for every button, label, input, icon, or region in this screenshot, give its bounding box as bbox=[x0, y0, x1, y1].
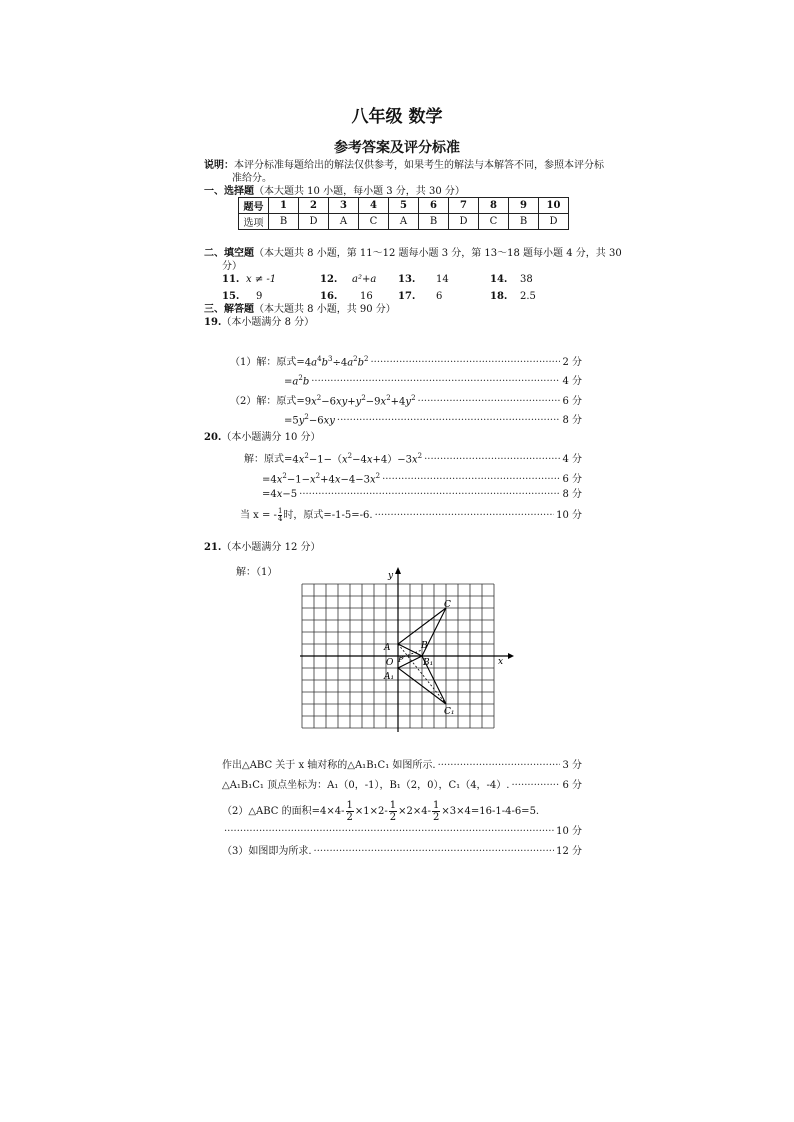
note-text-2: 准给分。 bbox=[232, 173, 272, 184]
q20-l3-expr: =4x−5 bbox=[262, 489, 298, 500]
table-cell: A bbox=[329, 214, 359, 230]
section1-info: （本大题共 10 小题，每小题 3 分，共 30 分） bbox=[254, 186, 465, 197]
table-cell: 3 bbox=[329, 198, 359, 214]
blank-num-11: 11. bbox=[222, 274, 240, 285]
y-axis-arrow-icon bbox=[395, 567, 401, 574]
table-cell: 2 bbox=[299, 198, 329, 214]
label-b1: B₁ bbox=[423, 658, 434, 668]
q20-line-4 bbox=[240, 508, 582, 523]
q21-l3-mid1: ×1×2- bbox=[354, 805, 388, 817]
blank-ans-14: 38 bbox=[520, 274, 533, 285]
blank-num-14: 14. bbox=[490, 274, 508, 285]
q19-l2-expr: $=a^2b$ bbox=[284, 374, 310, 388]
label-b: B bbox=[421, 641, 428, 651]
q19-line-3 bbox=[230, 392, 582, 408]
table-cell: 6 bbox=[419, 198, 449, 214]
blank-num-16: 16. bbox=[320, 291, 338, 302]
table-cell: C bbox=[479, 214, 509, 230]
page-subtitle: 参考答案及评分标准 bbox=[334, 140, 460, 156]
blank-ans-17: 6 bbox=[436, 291, 443, 302]
q21-line-5 bbox=[222, 846, 582, 858]
q19-l3-score: 6 分 bbox=[562, 396, 582, 408]
table-cell: 9 bbox=[509, 198, 539, 214]
coordinate-grid-figure bbox=[296, 564, 518, 736]
blank-ans-11: x ≠ -1 bbox=[246, 274, 277, 285]
q19-line-4 bbox=[284, 411, 582, 427]
leader-dots bbox=[314, 846, 555, 858]
q19-line-2 bbox=[284, 372, 582, 388]
answer-table-row-numbers bbox=[239, 198, 569, 214]
q19-l1-expr: $4a^4b^3\div 4a^2b^2$ bbox=[304, 355, 369, 369]
q20-line-3 bbox=[262, 489, 582, 501]
table-cell: 7 bbox=[449, 198, 479, 214]
blank-ans-18: 2.5 bbox=[520, 291, 536, 302]
q20-l4-score: 10 分 bbox=[556, 509, 582, 521]
table-cell: C bbox=[359, 214, 389, 230]
section1-title: 一、选择题 bbox=[204, 186, 254, 197]
section3-heading bbox=[204, 304, 396, 316]
q21-l5-score: 12 分 bbox=[556, 846, 582, 857]
section2-title: 二、填空题 bbox=[204, 248, 254, 259]
blank-num-18: 18. bbox=[490, 291, 508, 302]
q21-l2-score: 6 分 bbox=[562, 780, 582, 791]
q21-l2-text: △A₁B₁C₁ 顶点坐标为：A₁（0，-1），B₁（2，0），C₁（4，-4）. bbox=[222, 780, 510, 791]
table-cell: B bbox=[509, 214, 539, 230]
blank-num-12: 12. bbox=[320, 274, 338, 285]
table-cell: 8 bbox=[479, 198, 509, 214]
blank-ans-15: 9 bbox=[256, 291, 263, 302]
q20-l1-score: 4 分 bbox=[562, 454, 582, 466]
q19-number: 19. bbox=[204, 317, 222, 328]
q21-half-3 bbox=[432, 800, 440, 823]
note-text-1: 本评分标准每题给出的解法仅供参考，如果考生的解法与本解答不同，参照本评分标 bbox=[234, 160, 604, 171]
fraction-denominator: 2 bbox=[346, 812, 353, 823]
fraction-numerator: 1 bbox=[277, 507, 283, 515]
q19-l3-prefix: （2）解：原式= bbox=[230, 396, 305, 408]
note-label: 说明： bbox=[204, 160, 234, 171]
fraction-denominator: 2 bbox=[433, 812, 440, 823]
q20-l1-prefix: 解：原式= bbox=[244, 454, 293, 466]
q21-l3-mid2: ×2×4- bbox=[398, 805, 431, 817]
leader-dots bbox=[337, 415, 561, 427]
q19-l3-expr: $9x^2-6xy+y^2-9x^2+4y^2$ bbox=[304, 394, 416, 408]
q21-half-1 bbox=[346, 800, 354, 823]
q21-l5-text: （3）如图即为所求. bbox=[222, 846, 312, 857]
section3-info: （本大题共 8 小题，共 90 分） bbox=[254, 304, 396, 315]
q20-l3-score: 8 分 bbox=[562, 489, 582, 500]
q19-l2-score: 4 分 bbox=[562, 376, 582, 388]
leader-dots bbox=[424, 454, 560, 466]
q21-part1-label: 解：（1） bbox=[236, 567, 278, 578]
leader-dots bbox=[418, 396, 561, 408]
label-c: C bbox=[444, 600, 451, 610]
q21-line-4 bbox=[222, 826, 582, 838]
table-cell: B bbox=[419, 214, 449, 230]
blank-ans-12: a²+a bbox=[352, 274, 377, 285]
label-a: A bbox=[384, 643, 391, 653]
note-line-1 bbox=[204, 160, 604, 172]
q19-heading bbox=[204, 317, 314, 329]
q19-info: （本小题满分 8 分） bbox=[221, 317, 315, 328]
q21-l4-score: 10 分 bbox=[556, 826, 582, 837]
q19-l4-score: 8 分 bbox=[562, 415, 582, 427]
label-c1: C₁ bbox=[444, 707, 455, 717]
blank-num-15: 15. bbox=[222, 291, 240, 302]
blank-num-13: 13. bbox=[398, 274, 416, 285]
label-y: y bbox=[388, 571, 394, 581]
leader-dots bbox=[299, 489, 560, 501]
leader-dots bbox=[375, 510, 555, 522]
section2-info-2: 分） bbox=[222, 261, 242, 272]
q21-heading bbox=[204, 542, 321, 554]
leader-dots bbox=[371, 357, 561, 369]
table-cell: 4 bbox=[359, 198, 389, 214]
label-p: P bbox=[398, 655, 404, 664]
q19-l4-expr: $=5y^2-6xy$ bbox=[284, 413, 335, 427]
label-o: O bbox=[386, 658, 394, 668]
table-cell: B bbox=[269, 214, 299, 230]
q21-line-2 bbox=[222, 780, 582, 792]
fraction-numerator: 1 bbox=[389, 800, 397, 811]
q20-l2-score: 6 分 bbox=[562, 474, 582, 486]
leader-dots bbox=[382, 474, 560, 486]
q19-line-1 bbox=[230, 353, 582, 369]
q20-info: （本小题满分 10 分） bbox=[221, 432, 321, 443]
q20-l1-expr: $4x^2-1-(x^2-4x+4)-3x^2$ bbox=[292, 452, 423, 466]
table-header-cell: 选项 bbox=[239, 214, 269, 230]
blank-ans-13: 14 bbox=[436, 274, 449, 285]
q20-l4-suffix: 时，原式=-1-5=-6. bbox=[283, 509, 373, 521]
table-cell: D bbox=[299, 214, 329, 230]
answer-table bbox=[238, 197, 569, 230]
section2-heading bbox=[204, 248, 622, 260]
section3-title: 三、解答题 bbox=[204, 304, 254, 315]
table-cell: 5 bbox=[389, 198, 419, 214]
q19-l1-prefix: （1）解：原式= bbox=[230, 357, 305, 369]
table-cell: 1 bbox=[269, 198, 299, 214]
fraction-denominator: 2 bbox=[389, 812, 397, 823]
table-cell: A bbox=[389, 214, 419, 230]
q21-line-1 bbox=[222, 760, 582, 772]
q21-info: （本小题满分 12 分） bbox=[221, 542, 321, 553]
label-x: x bbox=[498, 657, 504, 667]
leader-dots bbox=[511, 780, 560, 792]
leader-dots bbox=[438, 760, 561, 772]
q21-l1-text: 作出△ABC 关于 x 轴对称的△A₁B₁C₁ 如图所示. bbox=[222, 760, 436, 771]
blank-ans-16: 16 bbox=[360, 291, 373, 302]
q20-l4-prefix: 当 x = - bbox=[240, 509, 277, 521]
q21-l3-mid3: ×3×4=16-1-4-6=5. bbox=[441, 805, 540, 817]
fraction-numerator: 1 bbox=[433, 800, 440, 811]
q21-l1-score: 3 分 bbox=[562, 760, 582, 771]
q20-number: 20. bbox=[204, 432, 222, 443]
q21-half-2 bbox=[389, 800, 397, 823]
blank-num-17: 17. bbox=[398, 291, 416, 302]
table-cell: 10 bbox=[539, 198, 569, 214]
table-header-cell: 题号 bbox=[239, 198, 269, 214]
fraction-numerator: 1 bbox=[346, 800, 353, 811]
q21-line-3 bbox=[222, 800, 539, 823]
q20-heading bbox=[204, 432, 321, 444]
leader-dots bbox=[224, 826, 554, 838]
table-cell: D bbox=[539, 214, 569, 230]
x-axis-arrow-icon bbox=[508, 653, 514, 659]
answer-table-row-answers bbox=[239, 214, 569, 230]
q20-line-1 bbox=[244, 450, 582, 466]
leader-dots bbox=[311, 376, 560, 388]
q20-l2-expr: $=4x^2-1-x^2+4x-4-3x^2$ bbox=[262, 472, 381, 486]
q20-fraction bbox=[278, 508, 282, 523]
table-cell: D bbox=[449, 214, 479, 230]
q21-number: 21. bbox=[204, 542, 222, 553]
fraction-denominator: 4 bbox=[277, 515, 283, 523]
q19-l1-score: 2 分 bbox=[562, 357, 582, 369]
label-a1: A₁ bbox=[384, 672, 395, 682]
page-title: 八年级 数学 bbox=[351, 107, 443, 127]
q21-l3-prefix: （2）△ABC 的面积=4×4- bbox=[222, 805, 345, 817]
section2-info: （本大题共 8 小题，第 11～12 题每小题 3 分，第 13～18 题每小题 4 分，共 30 bbox=[254, 248, 622, 259]
q20-line-2 bbox=[262, 470, 582, 486]
